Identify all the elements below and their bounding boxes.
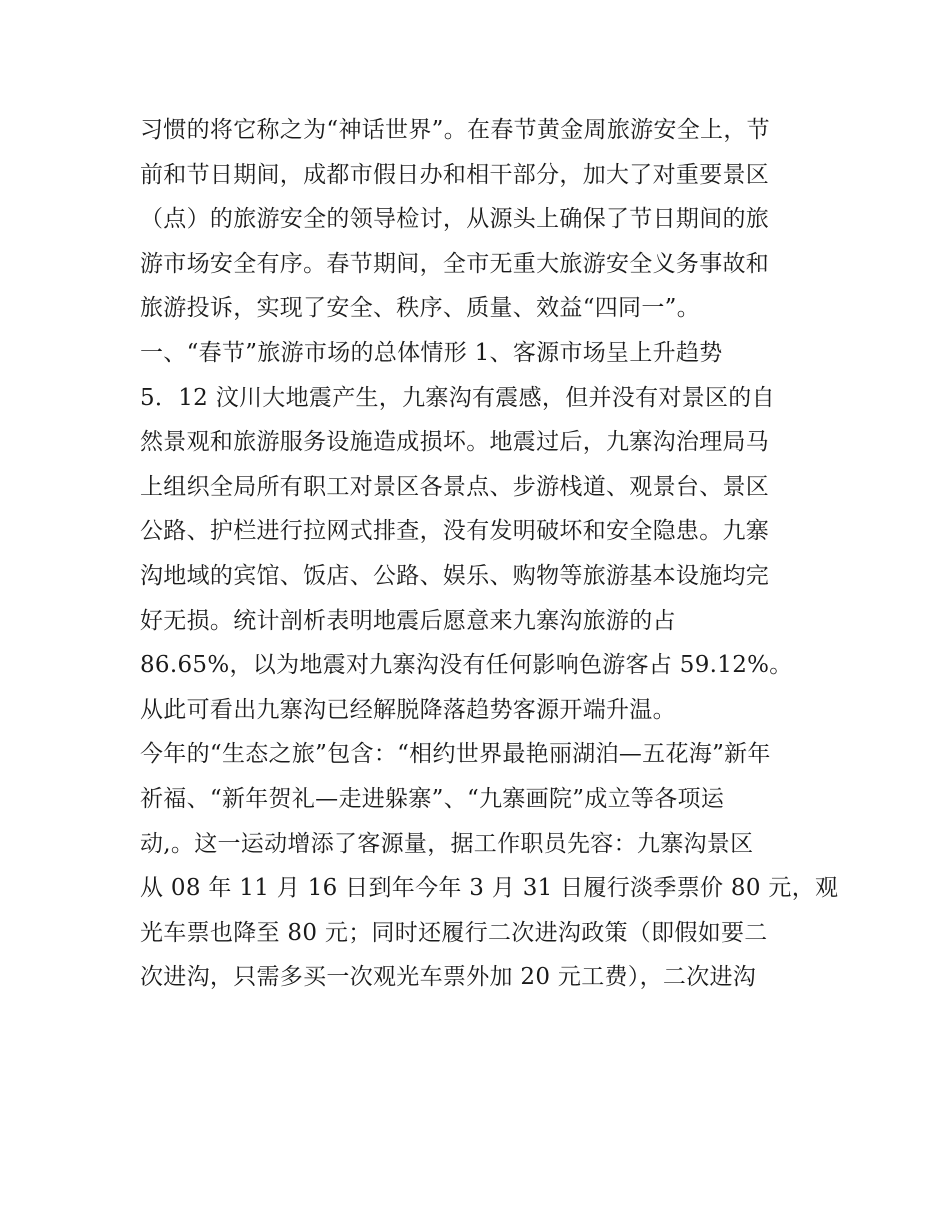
text-line: 然景观和旅游服务设施造成损坏。地震过后，九寨沟治理局马	[140, 429, 770, 456]
text-line: 今年的“生态之旅”包含：“相约世界最艳丽湖泊—五花海”新年	[140, 741, 771, 768]
text-line: 公路、护栏进行拉网式排查，没有发明破坏和安全隐患。九寨	[140, 518, 770, 545]
document-body	[140, 108, 839, 1000]
text-line: 从此可看出九寨沟已经解脱降落趋势客源开端升温。	[140, 696, 676, 723]
text-line: 习惯的将它称之为“神话世界”。在春节黄金周旅游安全上，节	[140, 117, 770, 143]
text-line: 祈福、“新年贺礼—走进躲寨”、“九寨画院”成立等各项运	[140, 785, 725, 812]
text-line: 一、“春节”旅游市场的总体情形 1、客源市场呈上升趋势	[140, 339, 723, 366]
text-line: （点）的旅游安全的领导检讨，从源头上确保了节日期间的旅	[140, 206, 770, 233]
text-line: 沟地域的宾馆、饭店、公路、娱乐、购物等旅游基本设施均完	[140, 562, 770, 589]
text-line: 5．12 汶川大地震产生，九寨沟有震感，但并没有对景区的自	[140, 384, 775, 411]
text-line: 旅游投诉，实现了安全、秩序、质量、效益“四同一”。	[140, 295, 701, 322]
text-line: 上组织全局所有职工对景区各景点、步游栈道、观景台、景区	[140, 473, 770, 500]
text-line: 86.65%，以为地震对九寨沟没有任何影响色游客占 59.12%。	[140, 652, 793, 679]
text-line: 前和节日期间，成都市假日办和相干部分，加大了对重要景区	[140, 161, 770, 188]
text-line: 次进沟，只需多买一次观光车票外加 20 元工费），二次进沟	[140, 964, 757, 991]
text-line: 从 08 年 11 月 16 日到年今年 3 月 31 日履行淡季票价 80 元，观	[140, 875, 839, 902]
text-line: 好无损。统计剖析表明地震后愿意来九寨沟旅游的占	[140, 607, 676, 634]
text-line: 动,。这一运动增添了客源量，据工作职员先容：九寨沟景区	[140, 830, 754, 857]
text-line: 光车票也降至 80 元；同时还履行二次进沟政策（即假如要二	[140, 919, 768, 946]
text-line: 游市场安全有序。春节期间，全市无重大旅游安全义务事故和	[140, 250, 770, 277]
